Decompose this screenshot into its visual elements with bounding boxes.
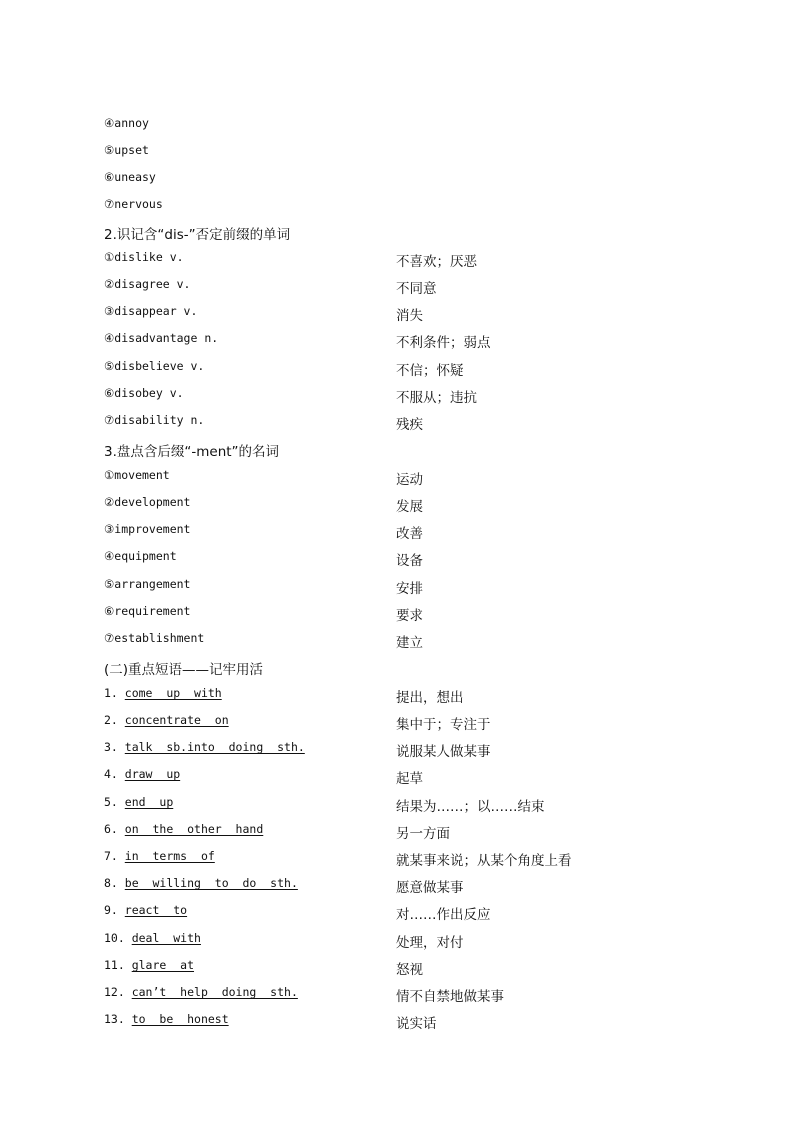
phrase-number: 11. — [104, 958, 132, 972]
word-en: ③improvement — [104, 522, 191, 536]
word-cn: 发展 — [396, 499, 423, 515]
word-cn: 不信；怀疑 — [396, 363, 464, 379]
phrase-cn: 愿意做某事 — [396, 880, 464, 896]
section-heading-text: 3.盘点含后缀“-ment”的名词 — [104, 444, 280, 460]
phrase-number: 3. — [104, 740, 125, 754]
word-cn: 安排 — [396, 581, 423, 597]
phrase-en: on the other hand — [124, 822, 264, 836]
word-cn: 要求 — [396, 608, 423, 624]
phrase-number: 1. — [104, 686, 125, 700]
word-en: ①movement — [104, 468, 170, 482]
phrase-number: 5. — [104, 795, 125, 809]
phrase-number: 10. — [104, 931, 132, 945]
phrase-number: 6. — [104, 822, 125, 836]
phrase-cn: 结果为……；以……结束 — [396, 799, 545, 815]
phrase-number: 13. — [104, 1012, 132, 1026]
phrase-cn: 集中于；专注于 — [396, 717, 491, 733]
phrase-cn: 提出，想出 — [396, 690, 464, 706]
phrase-number: 8. — [104, 876, 125, 890]
phrase-number: 4. — [104, 767, 125, 781]
phrase-cn: 起草 — [396, 771, 423, 787]
phrase-en: in terms of — [124, 849, 215, 863]
word-en: ⑦establishment — [104, 631, 205, 645]
word-en: ⑥disobey v. — [104, 386, 184, 400]
word-cn: 改善 — [396, 526, 423, 542]
word-en: ⑥requirement — [104, 604, 191, 618]
word-en: ⑥uneasy — [104, 170, 156, 184]
phrase-en: come up with — [124, 686, 222, 700]
phrase-en: draw up — [124, 767, 181, 781]
word-cn: 不喜欢；厌恶 — [396, 254, 477, 270]
word-en: ②development — [104, 495, 191, 509]
word-en: ④equipment — [104, 549, 177, 563]
phrase-number: 2. — [104, 713, 125, 727]
phrase-cn: 怒视 — [396, 962, 423, 978]
word-en: ⑤disbelieve v. — [104, 359, 205, 373]
word-en: ⑦disability n. — [104, 413, 205, 427]
phrase-cn: 说服某人做某事 — [396, 744, 491, 760]
phrase-en: glare at — [131, 958, 195, 972]
section-heading-text: (二)重点短语——记牢用活 — [104, 662, 264, 678]
phrase-number: 12. — [104, 985, 132, 999]
section-heading-text: 2.识记含“dis-”否定前缀的单词 — [104, 227, 291, 243]
phrase-cn: 就某事来说；从某个角度上看 — [396, 853, 572, 869]
word-en: ③disappear v. — [104, 304, 198, 318]
phrase-number: 7. — [104, 849, 125, 863]
phrase-en: deal with — [131, 931, 201, 945]
word-cn: 设备 — [396, 553, 423, 569]
word-en: ①dislike v. — [104, 250, 184, 264]
word-en: ⑦nervous — [104, 197, 163, 211]
word-en: ④disadvantage n. — [104, 331, 219, 345]
word-cn: 不同意 — [396, 281, 437, 297]
word-cn: 残疾 — [396, 417, 423, 433]
word-cn: 运动 — [396, 472, 423, 488]
word-cn: 不利条件；弱点 — [396, 335, 491, 351]
phrase-en: can’t help doing sth. — [131, 985, 298, 999]
phrase-en: end up — [124, 795, 174, 809]
word-en: ⑤arrangement — [104, 577, 191, 591]
phrase-en: concentrate on — [124, 713, 229, 727]
phrase-cn: 另一方面 — [396, 826, 450, 842]
phrase-en: react to — [124, 903, 188, 917]
phrase-cn: 情不自禁地做某事 — [396, 989, 504, 1005]
phrase-number: 9. — [104, 903, 125, 917]
word-en: ⑤upset — [104, 143, 149, 157]
phrase-en: to be honest — [131, 1012, 229, 1026]
word-en: ④annoy — [104, 116, 149, 130]
word-cn: 建立 — [396, 635, 423, 651]
phrase-cn: 说实话 — [396, 1016, 437, 1032]
phrase-en: talk sb.into doing sth. — [124, 740, 305, 754]
phrase-en: be willing to do sth. — [124, 876, 298, 890]
word-cn: 消失 — [396, 308, 423, 324]
word-cn: 不服从；违抗 — [396, 390, 477, 406]
phrase-cn: 处理，对付 — [396, 935, 464, 951]
word-en: ②disagree v. — [104, 277, 191, 291]
phrase-cn: 对……作出反应 — [396, 907, 491, 923]
